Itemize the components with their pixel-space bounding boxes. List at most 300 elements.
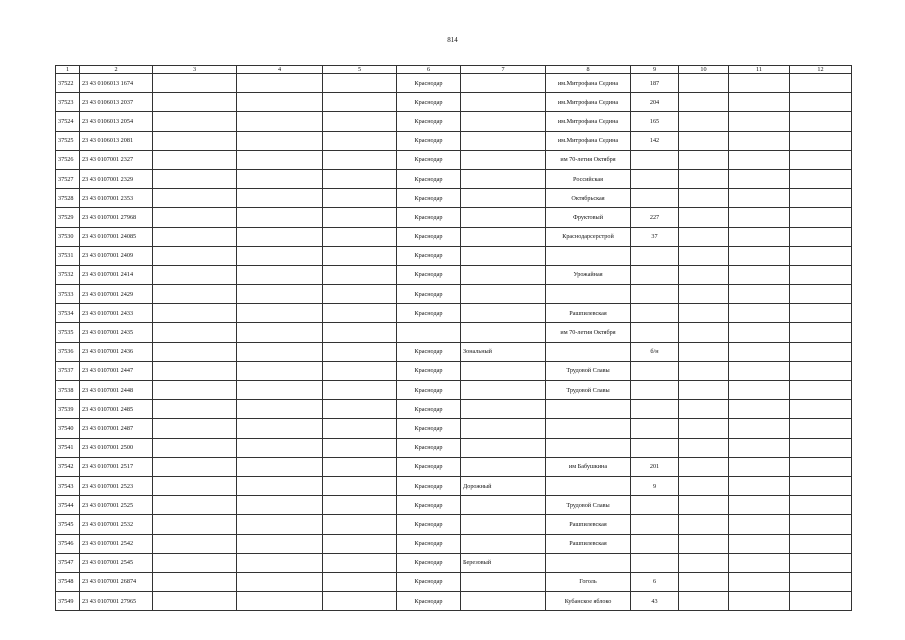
table-cell (461, 304, 546, 323)
table-cell (729, 169, 790, 188)
column-header-9: 9 (631, 66, 679, 74)
table-cell (729, 93, 790, 112)
table-cell: им.Митрофана Седина (546, 93, 631, 112)
table-cell (323, 476, 397, 495)
table-cell (237, 131, 323, 150)
table-cell (679, 534, 729, 553)
table-cell (679, 476, 729, 495)
table-cell: 23 43 0107001 2436 (80, 342, 153, 361)
table-cell (729, 592, 790, 611)
table-row (56, 496, 852, 515)
table-row (56, 131, 852, 150)
table-cell (323, 553, 397, 572)
table-cell (237, 400, 323, 419)
table-cell (461, 438, 546, 457)
table-cell: 23 43 0107001 2433 (80, 304, 153, 323)
table-cell (323, 208, 397, 227)
column-header-7: 7 (461, 66, 546, 74)
table-row (56, 342, 852, 361)
table-cell: 23 43 0107001 2447 (80, 361, 153, 380)
table-cell (631, 304, 679, 323)
table-cell (790, 553, 852, 572)
table-cell (679, 400, 729, 419)
table-cell: им.Митрофана Седина (546, 74, 631, 93)
table-cell: 37525 (56, 131, 80, 150)
table-cell: Краснодар (397, 150, 461, 169)
table-cell (729, 419, 790, 438)
table-cell: 23 43 0107001 26874 (80, 572, 153, 591)
table-cell (237, 74, 323, 93)
table-cell (546, 419, 631, 438)
table-cell (323, 419, 397, 438)
column-header-5: 5 (323, 66, 397, 74)
table-cell: Трудовой Славы (546, 361, 631, 380)
table-cell: Березовый (461, 553, 546, 572)
table-cell: 37543 (56, 476, 80, 495)
table-cell (153, 227, 237, 246)
table-cell (631, 150, 679, 169)
table-cell (237, 553, 323, 572)
table-cell: 37549 (56, 592, 80, 611)
table-cell: Краснодар (397, 189, 461, 208)
table-cell (790, 189, 852, 208)
table-cell: Краснодар (397, 553, 461, 572)
table-cell: 201 (631, 457, 679, 476)
table-cell: Трудовой Славы (546, 381, 631, 400)
table-cell: 23 43 0107001 27965 (80, 592, 153, 611)
column-header-12: 12 (790, 66, 852, 74)
table-cell (153, 285, 237, 304)
table-cell (729, 208, 790, 227)
table-cell: Дорожный (461, 476, 546, 495)
table-cell (237, 496, 323, 515)
table-row (56, 93, 852, 112)
table-cell (153, 419, 237, 438)
table-cell: 37538 (56, 381, 80, 400)
table-cell: Краснодар (397, 208, 461, 227)
table-cell: 37532 (56, 265, 80, 284)
table-cell (461, 381, 546, 400)
table-cell (546, 342, 631, 361)
table-cell: 37534 (56, 304, 80, 323)
table-cell (631, 419, 679, 438)
table-cell (153, 93, 237, 112)
table-row (56, 304, 852, 323)
table-cell: Рашпилевская (546, 515, 631, 534)
table-cell (631, 515, 679, 534)
table-cell (153, 592, 237, 611)
table-cell (729, 381, 790, 400)
table-cell (631, 285, 679, 304)
table-cell: Краснодар (397, 112, 461, 131)
table-cell (679, 189, 729, 208)
table-cell (323, 227, 397, 246)
table-cell (729, 342, 790, 361)
table-cell: 23 43 0107001 2487 (80, 419, 153, 438)
table-cell (790, 381, 852, 400)
table-cell (237, 534, 323, 553)
table-cell (237, 150, 323, 169)
table-cell (461, 246, 546, 265)
table-cell (790, 419, 852, 438)
table-cell: 37533 (56, 285, 80, 304)
table-cell (153, 131, 237, 150)
table-cell (729, 304, 790, 323)
table-cell (631, 496, 679, 515)
table-cell (790, 131, 852, 150)
table-cell: 187 (631, 74, 679, 93)
table-cell (790, 227, 852, 246)
table-cell: Краснодар (397, 381, 461, 400)
table-cell (461, 189, 546, 208)
table-cell: 37522 (56, 74, 80, 93)
column-header-6: 6 (397, 66, 461, 74)
table-cell: Гоголь (546, 572, 631, 591)
table-cell: 37547 (56, 553, 80, 572)
table-cell (461, 208, 546, 227)
table-cell (679, 342, 729, 361)
table-cell (679, 515, 729, 534)
table-cell: 37531 (56, 246, 80, 265)
table-cell (790, 112, 852, 131)
table-cell (679, 592, 729, 611)
table-cell (679, 381, 729, 400)
table-row (56, 246, 852, 265)
table-cell: 37523 (56, 93, 80, 112)
table-cell (153, 572, 237, 591)
table-cell: Краснодар (397, 93, 461, 112)
table-cell (461, 169, 546, 188)
table-cell (153, 496, 237, 515)
table-cell (237, 419, 323, 438)
table-cell: Краснодар (397, 419, 461, 438)
table-cell (237, 572, 323, 591)
table-row (56, 515, 852, 534)
table-cell: им 70-летия Октября (546, 150, 631, 169)
table-cell (153, 189, 237, 208)
table-cell: 23 43 0107001 27968 (80, 208, 153, 227)
table-cell (790, 515, 852, 534)
table-cell: Трудовой Славы (546, 496, 631, 515)
table-cell (546, 285, 631, 304)
table-cell (323, 496, 397, 515)
table-row (56, 189, 852, 208)
table-cell (237, 457, 323, 476)
table-cell (679, 74, 729, 93)
table-row (56, 265, 852, 284)
table-cell (679, 112, 729, 131)
table-cell: 23 43 0107001 2409 (80, 246, 153, 265)
table-cell (729, 400, 790, 419)
table-row (56, 150, 852, 169)
table-cell (790, 93, 852, 112)
table-cell (679, 572, 729, 591)
table-cell (237, 361, 323, 380)
table-cell (790, 400, 852, 419)
table-cell (790, 534, 852, 553)
table-cell (790, 592, 852, 611)
table-cell (461, 285, 546, 304)
table-cell (153, 112, 237, 131)
table-cell: 142 (631, 131, 679, 150)
table-cell: Краснодар (397, 265, 461, 284)
table-row (56, 381, 852, 400)
table-cell: Краснодар (397, 361, 461, 380)
table-row (56, 400, 852, 419)
table-cell (679, 265, 729, 284)
table-cell (729, 515, 790, 534)
table-cell (237, 438, 323, 457)
table-cell (323, 361, 397, 380)
table-cell (729, 323, 790, 342)
table-cell: 23 43 0107001 2329 (80, 169, 153, 188)
table-cell (790, 572, 852, 591)
table-cell (323, 342, 397, 361)
table-cell: 23 43 0107001 2485 (80, 400, 153, 419)
table-cell: 37536 (56, 342, 80, 361)
table-cell (631, 323, 679, 342)
table-cell (237, 476, 323, 495)
table-cell: 23 43 0106013 2054 (80, 112, 153, 131)
table-cell (323, 150, 397, 169)
table-row (56, 112, 852, 131)
table-cell: 37539 (56, 400, 80, 419)
table-cell: 37537 (56, 361, 80, 380)
table-row (56, 169, 852, 188)
table-cell (679, 131, 729, 150)
table-row (56, 285, 852, 304)
table-header (56, 66, 852, 74)
table-cell (153, 476, 237, 495)
table-cell: 37544 (56, 496, 80, 515)
table-row (56, 572, 852, 591)
table-cell: Зональный (461, 342, 546, 361)
table-cell (631, 553, 679, 572)
table-cell (679, 304, 729, 323)
table-cell (461, 323, 546, 342)
table-cell (461, 496, 546, 515)
table-cell: 37535 (56, 323, 80, 342)
table-cell (679, 169, 729, 188)
table-cell: 23 43 0107001 2517 (80, 457, 153, 476)
table-cell (729, 265, 790, 284)
table-cell (729, 189, 790, 208)
table-cell (679, 361, 729, 380)
table-cell: 37526 (56, 150, 80, 169)
table-cell: 23 43 0107001 2353 (80, 189, 153, 208)
table-cell (790, 342, 852, 361)
table-cell: 23 43 0106013 2081 (80, 131, 153, 150)
table-cell (461, 361, 546, 380)
table-cell: Краснодар (397, 227, 461, 246)
table-cell (679, 553, 729, 572)
table-cell (153, 208, 237, 227)
table-cell: 23 43 0107001 2542 (80, 534, 153, 553)
table-cell (679, 93, 729, 112)
table-cell (237, 112, 323, 131)
table-cell (790, 150, 852, 169)
table-cell (729, 496, 790, 515)
table-cell (153, 553, 237, 572)
table-cell (153, 323, 237, 342)
table-cell (461, 112, 546, 131)
table-cell (679, 246, 729, 265)
table-cell: Российская (546, 169, 631, 188)
table-cell (461, 534, 546, 553)
table-cell (153, 400, 237, 419)
table-cell (461, 150, 546, 169)
table-cell (631, 189, 679, 208)
table-cell: Краснодар (397, 438, 461, 457)
table-cell (323, 74, 397, 93)
table-cell (237, 323, 323, 342)
table-cell: 23 43 0107001 2448 (80, 381, 153, 400)
table-cell: 37542 (56, 457, 80, 476)
table-cell (790, 208, 852, 227)
table-cell: Краснодар (397, 304, 461, 323)
table-cell (729, 131, 790, 150)
table-cell (237, 285, 323, 304)
table-row (56, 323, 852, 342)
table-cell (790, 74, 852, 93)
table-row (56, 534, 852, 553)
table-cell: 37545 (56, 515, 80, 534)
table-cell: Краснодарсерстрой (546, 227, 631, 246)
table-cell: б/н (631, 342, 679, 361)
table-row (56, 592, 852, 611)
table-cell (323, 189, 397, 208)
table-cell: Фруктовый (546, 208, 631, 227)
table-cell: Краснодар (397, 342, 461, 361)
table-cell: Краснодар (397, 246, 461, 265)
table-cell (729, 361, 790, 380)
table-cell (790, 457, 852, 476)
table-cell (546, 400, 631, 419)
table-cell (631, 534, 679, 553)
table-cell (237, 189, 323, 208)
table-cell: 165 (631, 112, 679, 131)
table-cell (631, 246, 679, 265)
table-cell (461, 265, 546, 284)
table-cell: 23 43 0107001 2525 (80, 496, 153, 515)
table-cell: Краснодар (397, 131, 461, 150)
table-row (56, 457, 852, 476)
table-cell (729, 438, 790, 457)
table-cell (631, 438, 679, 457)
table-cell: 23 43 0107001 2435 (80, 323, 153, 342)
table-cell: Октябрьская (546, 189, 631, 208)
table-cell (153, 534, 237, 553)
table-cell: 37 (631, 227, 679, 246)
column-header-8: 8 (546, 66, 631, 74)
table-cell (729, 112, 790, 131)
table-cell (397, 323, 461, 342)
table-cell (461, 227, 546, 246)
table-cell (153, 515, 237, 534)
table-cell (679, 323, 729, 342)
table-cell: Краснодар (397, 572, 461, 591)
table-cell (790, 285, 852, 304)
table-cell: 23 43 0107001 2414 (80, 265, 153, 284)
table-cell: Краснодар (397, 534, 461, 553)
table-cell (323, 304, 397, 323)
table-cell: Кубанское яблоко (546, 592, 631, 611)
table-cell (461, 592, 546, 611)
table-cell (153, 342, 237, 361)
table-cell (679, 227, 729, 246)
table-cell (323, 246, 397, 265)
table-cell (729, 246, 790, 265)
table-cell (153, 361, 237, 380)
table-cell (461, 457, 546, 476)
table-cell (153, 246, 237, 265)
table-row (56, 438, 852, 457)
table-cell: 23 43 0107001 24085 (80, 227, 153, 246)
table-cell (631, 400, 679, 419)
table-cell (153, 150, 237, 169)
table-cell (790, 496, 852, 515)
table-cell (323, 93, 397, 112)
table-cell (461, 572, 546, 591)
table-cell (729, 150, 790, 169)
table-cell (153, 457, 237, 476)
table-cell: им Бабушкина (546, 457, 631, 476)
table-cell (461, 419, 546, 438)
table-cell (729, 534, 790, 553)
table-cell (237, 304, 323, 323)
table-cell (237, 246, 323, 265)
table-cell (237, 592, 323, 611)
table-cell (729, 476, 790, 495)
table-row (56, 476, 852, 495)
table-cell (153, 381, 237, 400)
table-cell (323, 285, 397, 304)
table-cell (153, 265, 237, 284)
table-cell (679, 496, 729, 515)
table-cell (679, 285, 729, 304)
table-cell: 43 (631, 592, 679, 611)
table-cell: Краснодар (397, 592, 461, 611)
table-cell (153, 438, 237, 457)
table-cell: Краснодар (397, 496, 461, 515)
table-row (56, 361, 852, 380)
table-cell (323, 323, 397, 342)
table-cell: Краснодар (397, 515, 461, 534)
table-cell (237, 227, 323, 246)
table-cell (729, 457, 790, 476)
table-cell (729, 572, 790, 591)
column-header-3: 3 (153, 66, 237, 74)
table-cell: 23 43 0107001 2523 (80, 476, 153, 495)
table-cell (546, 246, 631, 265)
table-cell (461, 515, 546, 534)
table-cell (790, 438, 852, 457)
table-cell: 23 43 0106013 2037 (80, 93, 153, 112)
column-header-2: 2 (80, 66, 153, 74)
table-cell (237, 93, 323, 112)
table-cell (237, 515, 323, 534)
table-cell (790, 169, 852, 188)
table-cell: Краснодар (397, 476, 461, 495)
table-cell: 37528 (56, 189, 80, 208)
table-cell: 37529 (56, 208, 80, 227)
table-cell (323, 131, 397, 150)
table-cell: 37546 (56, 534, 80, 553)
table-cell: 23 43 0107001 2500 (80, 438, 153, 457)
table-cell (237, 342, 323, 361)
table-cell: Краснодар (397, 169, 461, 188)
table-cell (790, 323, 852, 342)
